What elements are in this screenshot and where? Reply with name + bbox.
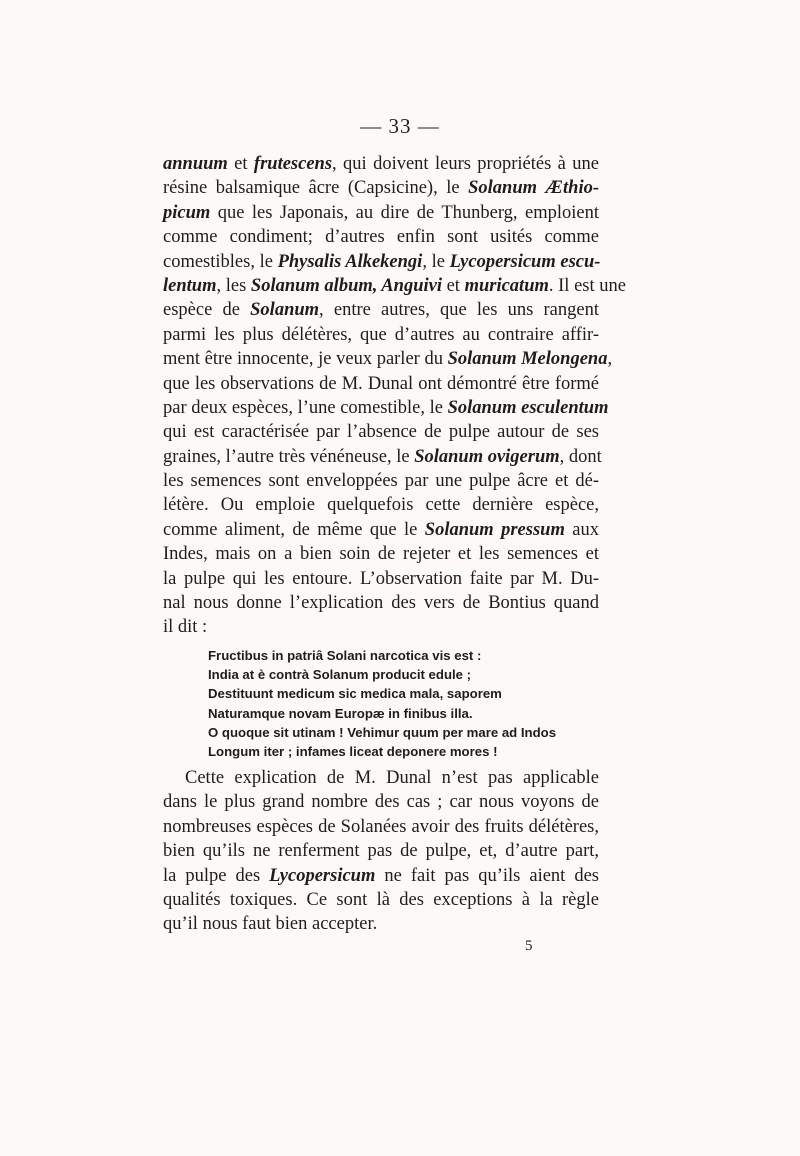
paragraph-main-line xyxy=(163,469,599,493)
text-run: la pulpe qui les entoure. L’observation faite par M. Du- xyxy=(163,568,599,589)
text-run: la pulpe des xyxy=(163,865,270,886)
paragraph-conclusion-line xyxy=(163,864,599,888)
italic-taxon-name: annuum xyxy=(163,154,228,174)
text-run: ne fait pas qu’ils aient des xyxy=(375,865,599,886)
paragraph-main-line xyxy=(163,152,599,176)
italic-taxon-name: frutescens xyxy=(253,154,333,174)
paragraph-conclusion-line xyxy=(163,766,599,790)
italic-taxon-name: Lycopersicum escu- xyxy=(449,251,601,272)
verse-line: Naturamque novam Europæ in finibus illa. xyxy=(208,705,473,721)
paragraph-main-line xyxy=(163,445,602,469)
page-number: — 33 — xyxy=(360,114,440,138)
paragraph-conclusion-line xyxy=(163,790,599,814)
paragraph-main-line xyxy=(163,615,599,639)
text-run: par deux espèces, l’une comestible, le xyxy=(163,397,448,418)
paragraph-main-line xyxy=(163,298,599,322)
paragraph-main-line xyxy=(163,225,599,249)
text-run: et xyxy=(441,275,465,296)
text-run: comme aliment, de même que le xyxy=(163,519,425,540)
signature-mark: 5 xyxy=(525,938,533,954)
latin-verse-quote xyxy=(208,646,568,761)
paragraph-main-line xyxy=(163,396,609,420)
text-run: que les observations de M. Dunal ont démontré être formé xyxy=(163,373,599,394)
text-run: résine balsamique âcre (Capsicine), le xyxy=(163,178,469,199)
text-run: , xyxy=(607,349,613,370)
text-run: . Il est une xyxy=(548,275,626,296)
italic-taxon-name: muricatum xyxy=(464,275,549,296)
text-run: comestibles, le xyxy=(163,251,278,272)
text-run: qui est caractérisée par l’absence de pulpe autour de ses xyxy=(163,422,599,443)
paragraph-main-line xyxy=(163,274,626,298)
italic-taxon-name: Solanum esculentum xyxy=(447,397,609,418)
verse-line: Longum iter ; infames liceat deponere mores ! xyxy=(208,744,498,760)
paragraph-conclusion xyxy=(163,766,599,937)
text-run: comme condiment; d’autres enfin sont usités comme xyxy=(163,227,599,248)
paragraph-main-line xyxy=(163,201,599,225)
text-run: il dit : xyxy=(163,617,208,638)
text-run: qualités toxiques. Ce sont là des exceptions à la règle xyxy=(163,889,599,910)
text-run: , le xyxy=(422,251,450,272)
text-run: dans le plus grand nombre des cas ; car nous voyons de xyxy=(163,792,599,813)
text-run: nombreuses espèces de Solanées avoir des fruits délétères, xyxy=(163,816,599,837)
text-run: et xyxy=(227,154,254,174)
text-run: , dont xyxy=(559,446,602,467)
text-run: , les xyxy=(216,275,251,296)
text-run: , qui doivent leurs propriétés à une xyxy=(332,154,599,174)
italic-taxon-name: Solanum ovigerum xyxy=(414,446,560,467)
paragraph-main-line xyxy=(163,518,599,542)
text-run: ment être innocente, je veux parler du xyxy=(163,349,448,370)
text-run: les semences sont enveloppées par une pulpe âcre et dé- xyxy=(163,471,599,492)
italic-taxon-name: Solanum xyxy=(250,300,320,321)
paragraph-main-line xyxy=(163,323,599,347)
italic-taxon-name: picum xyxy=(163,202,211,223)
text-run: Indes, mais on a bien soin de rejeter et les semences et xyxy=(163,544,599,565)
paragraph-main-line xyxy=(163,420,599,444)
text-run: bien qu’ils ne renferment pas de pulpe, et, d’autre part, xyxy=(163,841,599,862)
text-run: que les Japonais, au dire de Thunberg, emploient xyxy=(210,202,599,223)
paragraph-main-line xyxy=(163,591,599,615)
italic-taxon-name: lentum xyxy=(163,275,217,296)
italic-taxon-name: Lycopersicum xyxy=(269,865,376,886)
paragraph-main-line xyxy=(163,372,599,396)
text-run: aux xyxy=(564,519,599,540)
text-run: Cette explication de M. Dunal n’est pas applicable xyxy=(185,768,599,788)
italic-taxon-name: Solanum album, Anguivi xyxy=(250,275,442,296)
paragraph-main-line xyxy=(163,250,599,274)
verse-line: Destituunt medicum sic medica mala, saporem xyxy=(208,686,502,702)
verse-line: India at è contrà Solanum producit edule ; xyxy=(208,667,472,683)
italic-taxon-name: Physalis Alkekengi xyxy=(277,251,423,272)
paragraph-main-line xyxy=(163,176,599,200)
paragraph-conclusion-line xyxy=(163,839,599,863)
paragraph-conclusion-line xyxy=(163,888,599,912)
italic-taxon-name: Solanum Æthio- xyxy=(468,178,599,199)
text-run: létère. Ou emploie quelquefois cette dernière espèce, xyxy=(163,495,599,516)
paragraph-main xyxy=(163,152,626,640)
text-run: graines, l’autre très vénéneuse, le xyxy=(163,446,415,467)
text-run: , entre autres, que les uns rangent xyxy=(319,300,599,321)
text-run: nal nous donne l’explication des vers de Bontius quand xyxy=(163,593,599,614)
paragraph-conclusion-line xyxy=(163,912,599,936)
italic-taxon-name: Solanum pressum xyxy=(424,519,565,540)
paragraph-main-line xyxy=(163,542,599,566)
paragraph-main-line xyxy=(163,493,599,517)
italic-taxon-name: Solanum Melongena xyxy=(447,349,608,370)
verse-line: Fructibus in patriâ Solani narcotica vis est : xyxy=(208,648,482,663)
paragraph-conclusion-line xyxy=(163,815,599,839)
verse-line: O quoque sit utinam ! Vehimur quum per mare ad Indos xyxy=(208,724,557,740)
paragraph-main-line xyxy=(163,347,613,371)
paragraph-main-line xyxy=(163,567,599,591)
text-run: parmi les plus délétères, que d’autres au contraire affir- xyxy=(163,324,599,345)
text-run: espèce de xyxy=(163,300,251,321)
text-run: qu’il nous faut bien accepter. xyxy=(163,914,378,935)
